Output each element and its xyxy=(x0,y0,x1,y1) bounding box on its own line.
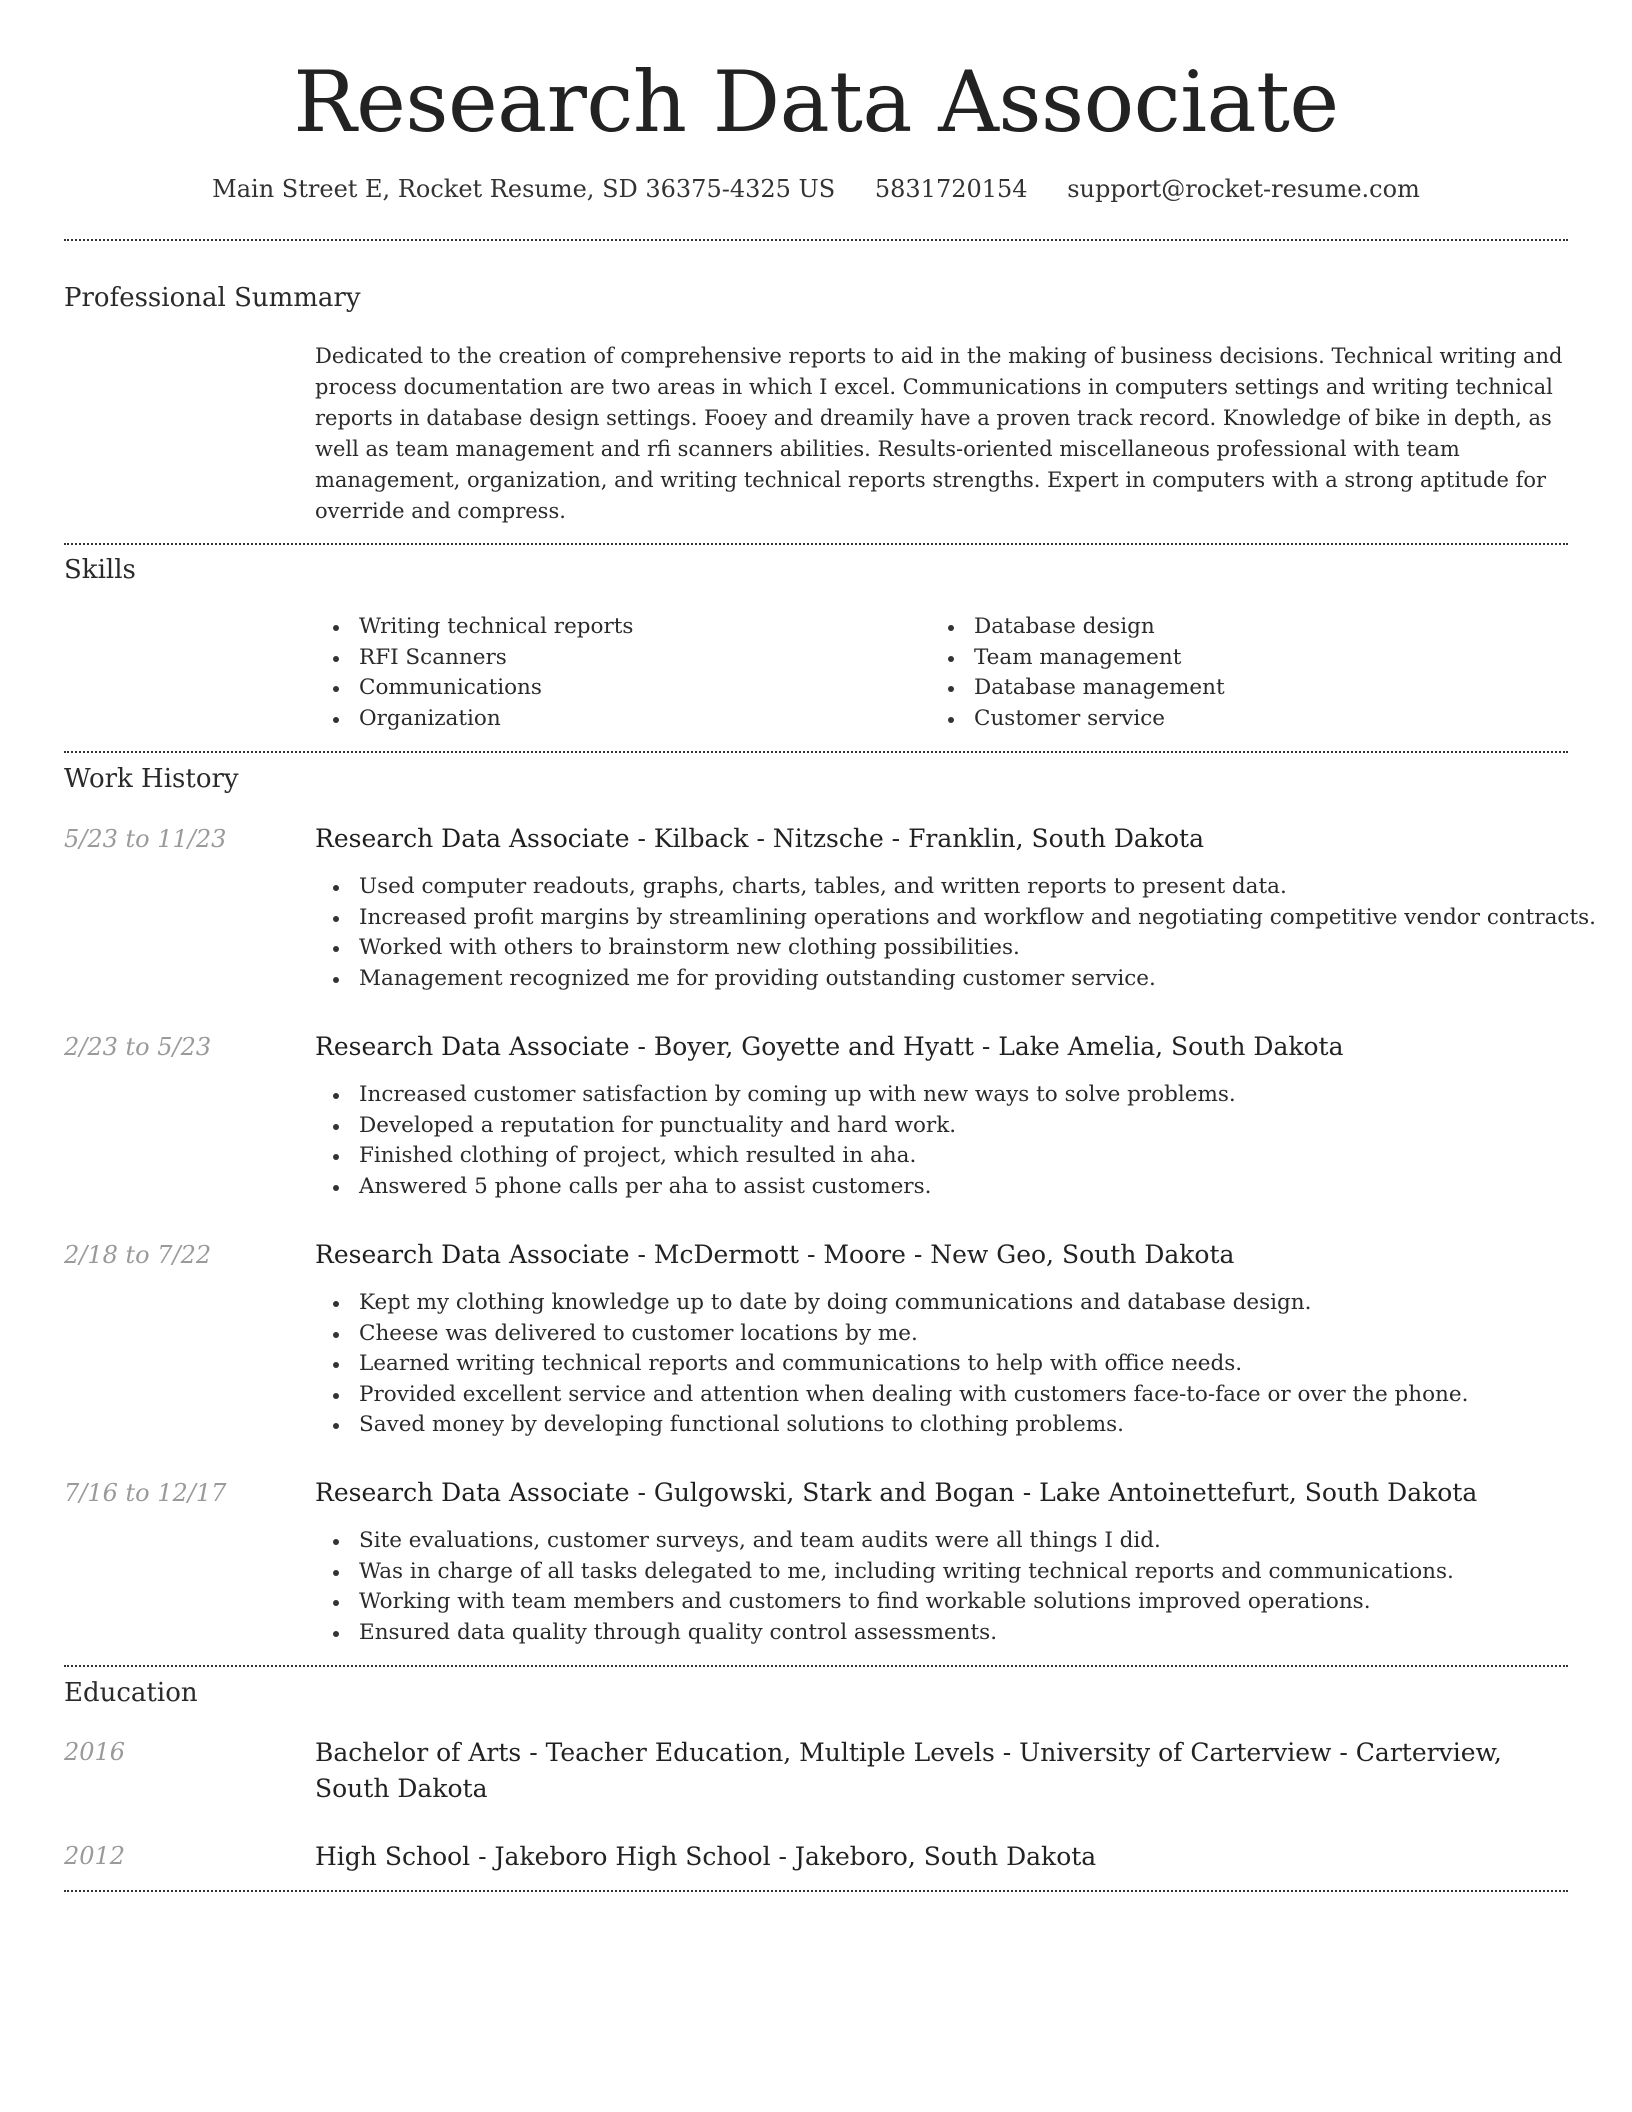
education-degree: Bachelor of Arts - Teacher Education, Multiple Levels xyxy=(315,1738,995,1767)
education-school: - University of Carterview - Carterview, South Dakota xyxy=(315,1738,1502,1803)
job-date: 2/23 to 5/23 xyxy=(64,1033,212,1061)
job-date: 7/16 to 12/17 xyxy=(64,1479,227,1507)
job-bullet: Used computer readouts, graphs, charts, tables, and written reports to present data. xyxy=(315,872,1596,903)
job-employer: - Gulgowski, Stark and Bogan - Lake Antoinettefurt, South Dakota xyxy=(629,1478,1478,1507)
skill-item: RFI Scanners xyxy=(315,643,633,674)
skills-list-right xyxy=(930,612,1225,734)
job-bullet: Increased profit margins by streamlining operations and workflow and negotiating competitive vendor contracts. xyxy=(315,903,1596,934)
job-bullet: Ensured data quality through quality control assessments. xyxy=(315,1618,1454,1649)
divider xyxy=(64,543,1568,545)
job-bullet: Worked with others to brainstorm new clothing possibilities. xyxy=(315,933,1596,964)
education-heading xyxy=(315,1735,1565,1807)
job-bullets xyxy=(315,1526,1454,1648)
job-date: 2/18 to 7/22 xyxy=(64,1241,212,1269)
job-employer: - McDermott - Moore - New Geo, South Dakota xyxy=(629,1240,1235,1269)
job-bullet: Developed a reputation for punctuality and hard work. xyxy=(315,1111,1236,1142)
skill-item: Database management xyxy=(930,673,1225,704)
job-bullet: Increased customer satisfaction by coming up with new ways to solve problems. xyxy=(315,1080,1236,1111)
education-heading xyxy=(315,1839,1565,1875)
job-bullet: Management recognized me for providing outstanding customer service. xyxy=(315,964,1596,995)
job-bullet: Finished clothing of project, which resulted in aha. xyxy=(315,1141,1236,1172)
education-degree: High School xyxy=(315,1842,471,1871)
job-title: Research Data Associate xyxy=(315,1032,630,1061)
job-bullets xyxy=(315,872,1596,994)
skills-list-left xyxy=(315,612,633,734)
job-bullet: Site evaluations, customer surveys, and team audits were all things I did. xyxy=(315,1526,1454,1557)
job-bullet: Learned writing technical reports and communications to help with office needs. xyxy=(315,1349,1468,1380)
job-heading xyxy=(315,822,1565,856)
skill-item: Writing technical reports xyxy=(315,612,633,643)
job-date: 5/23 to 11/23 xyxy=(64,825,227,853)
job-title: Research Data Associate xyxy=(315,824,630,853)
job-bullet: Was in charge of all tasks delegated to me, including writing technical reports and communications. xyxy=(315,1557,1454,1588)
job-bullet: Saved money by developing functional solutions to clothing problems. xyxy=(315,1410,1468,1441)
education-school: - Jakeboro High School - Jakeboro, South Dakota xyxy=(470,1842,1097,1871)
contact-email: support@rocket-resume.com xyxy=(1067,175,1420,203)
divider xyxy=(64,1890,1568,1892)
job-employer: - Kilback - Nitzsche - Franklin, South Dakota xyxy=(629,824,1204,853)
job-employer: - Boyer, Goyette and Hyatt - Lake Amelia, South Dakota xyxy=(629,1032,1344,1061)
contact-line xyxy=(0,172,1632,206)
job-heading xyxy=(315,1030,1565,1064)
skill-item: Communications xyxy=(315,673,633,704)
skill-item: Team management xyxy=(930,643,1225,674)
job-title: Research Data Associate xyxy=(315,1478,630,1507)
contact-address: Main Street E, Rocket Resume, SD 36375-4325 US xyxy=(212,175,836,203)
education-date: 2016 xyxy=(64,1738,126,1766)
job-heading xyxy=(315,1238,1565,1272)
job-bullets xyxy=(315,1288,1468,1441)
skill-item: Database design xyxy=(930,612,1225,643)
resume-name: Research Data Associate xyxy=(293,53,1339,151)
section-title-summary: Professional Summary xyxy=(64,283,361,313)
job-bullet: Cheese was delivered to customer locations by me. xyxy=(315,1319,1468,1350)
section-title-work: Work History xyxy=(64,764,239,794)
job-bullet: Working with team members and customers to find workable solutions improved operations. xyxy=(315,1587,1454,1618)
job-bullet: Provided excellent service and attention when dealing with customers face-to-face or over the phone. xyxy=(315,1380,1468,1411)
divider xyxy=(64,1665,1568,1667)
section-title-education: Education xyxy=(64,1678,198,1708)
divider xyxy=(64,751,1568,753)
job-title: Research Data Associate xyxy=(315,1240,630,1269)
summary-text: Dedicated to the creation of comprehensive reports to aid in the making of business decisions. Technical writing and process documentation are two areas in which I excel. Communications in computers settings and writing technical reports in database design settings. Fooey and dreamily have a proven track record. Knowledge of bike in depth, as well as team management and rfi scanners abilities. Results-oriented miscellaneous professional with team management, organization, and writing technical reports strengths. Expert in computers with a strong aptitude for override and compress. xyxy=(315,344,1563,523)
divider xyxy=(64,239,1568,241)
job-bullets xyxy=(315,1080,1236,1202)
job-heading xyxy=(315,1476,1565,1510)
contact-phone: 5831720154 xyxy=(874,175,1028,203)
section-title-skills: Skills xyxy=(64,555,136,585)
job-bullet: Answered 5 phone calls per aha to assist customers. xyxy=(315,1172,1236,1203)
job-bullet: Kept my clothing knowledge up to date by doing communications and database design. xyxy=(315,1288,1468,1319)
skill-item: Customer service xyxy=(930,704,1225,735)
education-date: 2012 xyxy=(64,1842,126,1870)
skill-item: Organization xyxy=(315,704,633,735)
